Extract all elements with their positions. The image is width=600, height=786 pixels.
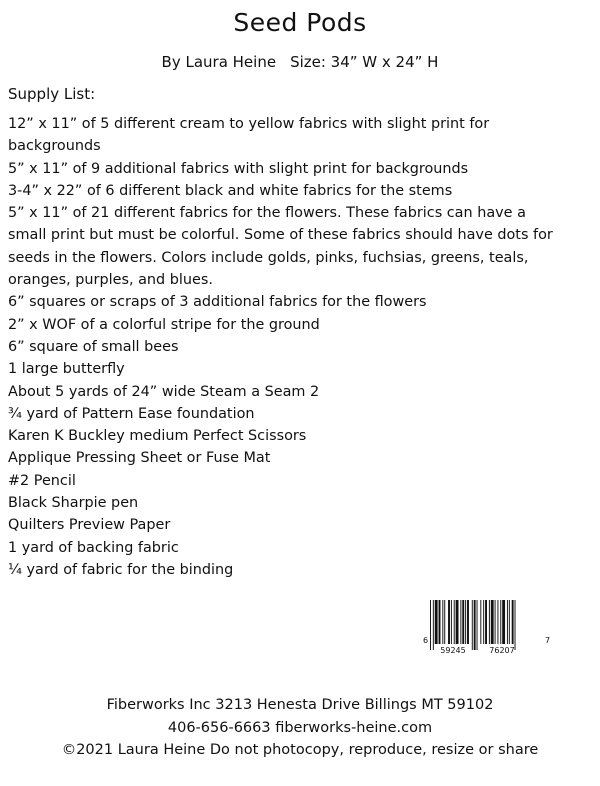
barcode-bar xyxy=(485,600,487,644)
supply-item: 5” x 11” of 21 different fabrics for the flowers. These fabrics can have a small print but must be colorful. Some of these fabrics should have dots for seeds in the flowers. Colors include golds, pinks, fuchsias, greens, teals, oranges, purples, and blues. xyxy=(8,205,553,289)
barcode-bar xyxy=(497,600,498,644)
supply-item: 12” x 11” of 5 different cream to yellow fabrics with slight print for backgrounds xyxy=(8,116,490,155)
barcode-bar xyxy=(483,600,484,644)
supply-item: 6” square of small bees xyxy=(8,338,179,355)
barcode-bar xyxy=(454,600,455,644)
barcode-bar xyxy=(462,600,464,644)
barcode-bar xyxy=(465,600,466,644)
supply-item: 2” x WOF of a colorful stripe for the ground xyxy=(8,316,320,333)
barcode-bar xyxy=(433,600,434,650)
barcode-digit-right: 7 xyxy=(545,636,550,645)
barcode-bar xyxy=(456,600,459,644)
barcode-bar xyxy=(507,600,508,644)
quilt-size: Size: 34” W x 24” H xyxy=(290,53,439,71)
barcode-bar xyxy=(448,600,450,644)
supply-item: Karen K Buckley medium Perfect Scissors xyxy=(8,428,307,445)
barcode-bar xyxy=(451,600,452,644)
barcode-bar xyxy=(460,600,461,644)
barcode-group-2: 76207 xyxy=(489,646,515,655)
barcode-bar xyxy=(435,600,438,644)
byline xyxy=(0,53,600,71)
page-title: Seed Pods xyxy=(233,8,367,37)
supply-item: About 5 yards of 24” wide Steam a Seam 2 xyxy=(8,383,320,400)
supply-list-heading: Supply List: xyxy=(8,85,96,103)
supply-item: ¾ yard of Pattern Ease foundation xyxy=(8,405,255,422)
author-credit: By Laura Heine xyxy=(161,53,277,71)
supply-item: 1 large butterfly xyxy=(8,361,125,378)
footer-contact: 406-656-6663 fiberworks-heine.com xyxy=(167,720,433,736)
supply-item: 1 yard of backing fabric xyxy=(8,539,179,556)
barcode-bar xyxy=(467,600,469,644)
supply-item: 5” x 11” of 9 additional fabrics with slight print for backgrounds xyxy=(8,160,469,177)
barcode-graphic xyxy=(420,598,550,656)
barcode-bar xyxy=(444,600,445,644)
barcode-bar xyxy=(489,600,490,644)
barcode-bar xyxy=(491,600,494,644)
barcode-bar xyxy=(430,600,431,650)
barcode-bar xyxy=(480,600,481,644)
barcode-bar xyxy=(495,600,496,644)
barcode-group-1: 59245 xyxy=(440,646,466,655)
barcode-bar xyxy=(509,600,510,644)
barcode-bar xyxy=(477,600,478,650)
supply-item: Quilters Preview Paper xyxy=(8,517,171,534)
barcode-bar xyxy=(512,600,514,644)
footer-copyright: ©2021 Laura Heine Do not photocopy, reproduce, resize or share xyxy=(61,742,539,758)
supply-item: Black Sharpie pen xyxy=(8,495,139,512)
barcode-bars xyxy=(430,600,516,650)
barcode-bar xyxy=(500,600,501,644)
barcode-bar xyxy=(442,600,443,644)
barcode-bar xyxy=(439,600,441,644)
supply-item: Applique Pressing Sheet or Fuse Mat xyxy=(8,450,271,467)
barcode-bar xyxy=(472,600,473,650)
supply-item: ¼ yard of fabric for the binding xyxy=(8,561,234,578)
barcode-bar xyxy=(515,600,516,650)
barcode-digit-left: 6 xyxy=(423,636,429,645)
supply-item: 6” squares or scraps of 3 additional fabrics for the flowers xyxy=(8,294,427,311)
barcode-bar xyxy=(474,600,476,650)
footer-address: Fiberworks Inc 3213 Henesta Drive Billings MT 59102 xyxy=(106,697,494,713)
barcode-bar xyxy=(502,600,505,644)
supply-item: #2 Pencil xyxy=(8,472,76,489)
supply-item: 3-4” x 22” of 6 different black and white fabrics for the stems xyxy=(8,182,453,199)
supply-list xyxy=(8,113,568,581)
upc-barcode xyxy=(420,598,550,656)
